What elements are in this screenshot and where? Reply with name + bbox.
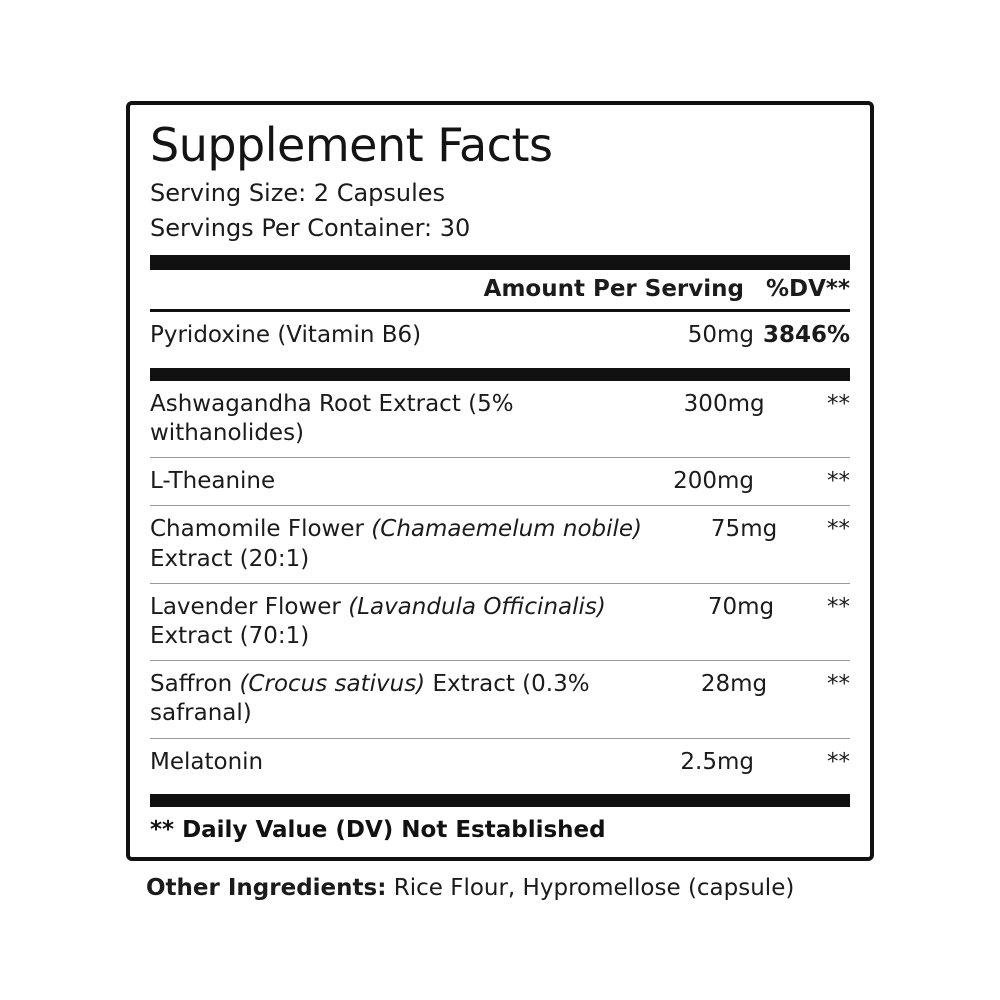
row-name: Chamomile Flower (Chamaemelum nobile) Extract (20:1)	[150, 516, 643, 572]
row-name: Saffron (Crocus sativus) Extract (0.3% safranal)	[150, 671, 590, 727]
daily-value-footnote: ** Daily Value (DV) Not Established	[150, 816, 606, 843]
row-dv: **	[827, 516, 850, 543]
other-ingredients-label: Other Ingredients:	[146, 875, 387, 901]
row-dv: **	[827, 748, 850, 775]
column-header-amount: Amount Per Serving	[483, 276, 744, 303]
row-amount: 28mg	[700, 671, 768, 698]
column-header-dv: %DV**	[766, 276, 850, 303]
serving-size: Serving Size: 2 Capsules	[150, 178, 446, 207]
table-row	[150, 661, 850, 737]
row-amount: 50mg	[687, 322, 754, 349]
row-dv: **	[827, 468, 850, 495]
table-row	[150, 739, 850, 786]
row-name: Lavender Flower (Lavandula Officinalis) Extract (70:1)	[150, 593, 606, 649]
row-amount: 200mg	[673, 468, 754, 495]
row-name: Ashwagandha Root Extract (5% withanolides)	[150, 390, 514, 446]
table-row	[150, 381, 850, 457]
table-header-row	[150, 270, 850, 307]
row-name: L-Theanine	[150, 468, 276, 495]
supplement-facts-panel	[126, 101, 874, 861]
table-row	[150, 458, 850, 505]
row-dv: **	[827, 593, 850, 620]
row-amount: 75mg	[710, 516, 778, 543]
servings-per-container: Servings Per Container: 30	[150, 213, 471, 242]
row-amount: 300mg	[683, 390, 765, 417]
row-dv: 3846%	[762, 322, 850, 349]
other-ingredients-value: Rice Flour, Hypromellose (capsule)	[386, 875, 795, 901]
row-dv: **	[827, 671, 850, 698]
divider-thick-bottom	[150, 794, 850, 807]
page-title: Supplement Facts	[150, 118, 553, 172]
table-row	[150, 506, 850, 582]
divider-thick-top	[150, 255, 850, 270]
row-amount: 70mg	[707, 593, 775, 620]
row-dv: **	[827, 390, 850, 417]
table-row	[150, 312, 850, 359]
divider-thick-middle	[150, 368, 850, 381]
row-name: Melatonin	[150, 748, 264, 775]
row-name: Pyridoxine (Vitamin B6)	[150, 322, 422, 349]
other-ingredients	[146, 874, 906, 904]
table-row	[150, 584, 850, 660]
row-amount: 2.5mg	[680, 748, 754, 775]
